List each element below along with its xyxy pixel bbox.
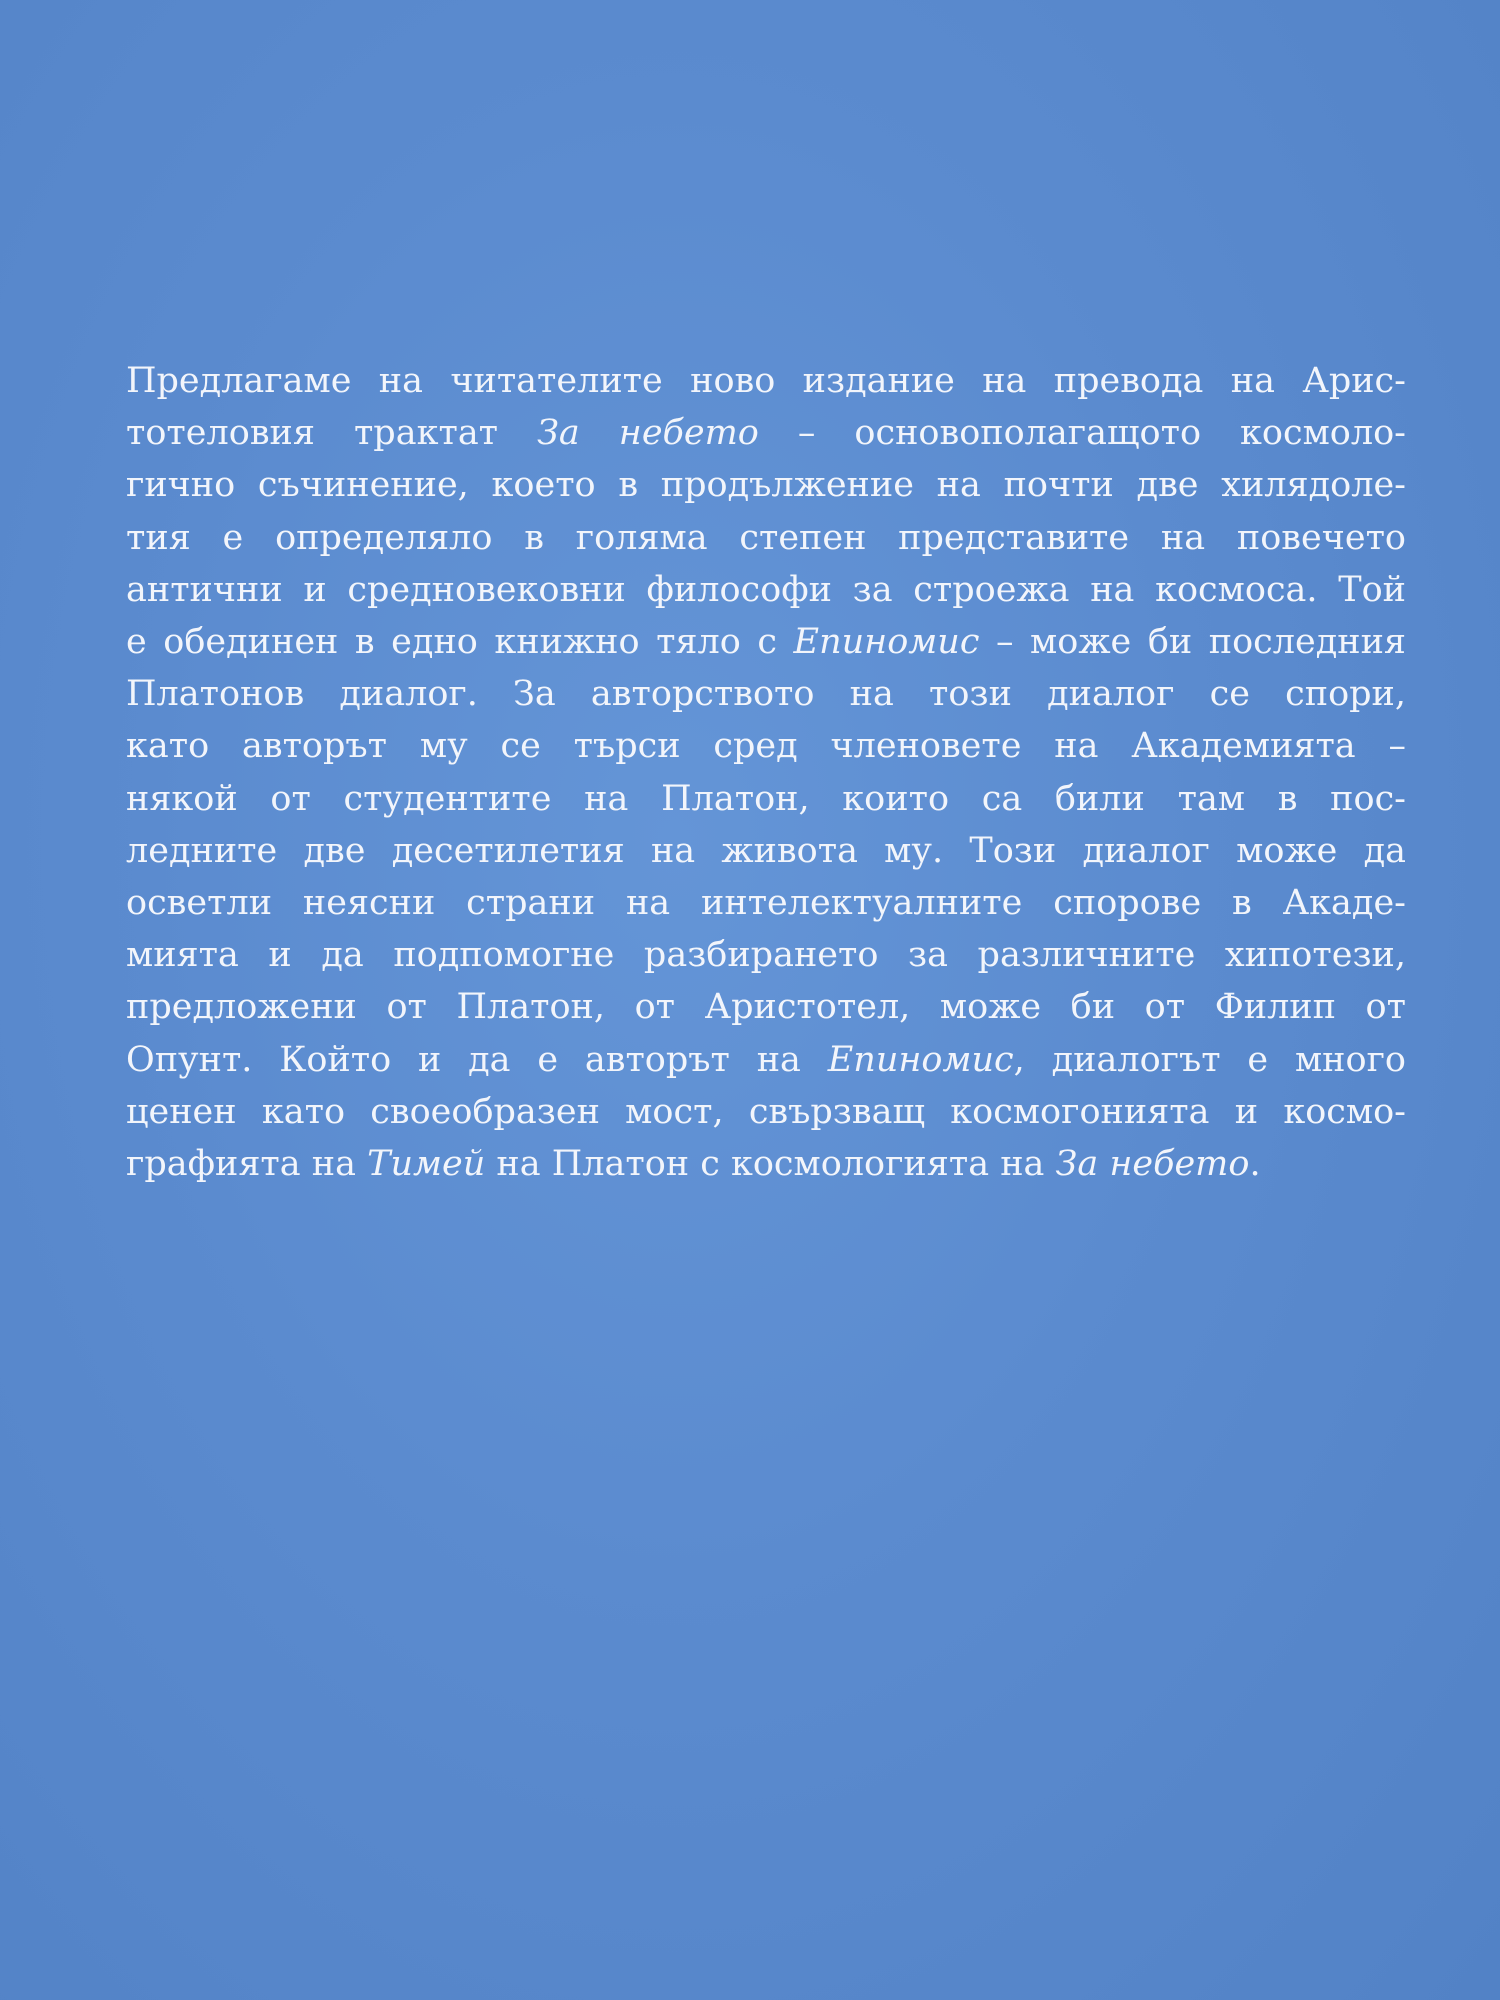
title-epinomis: Епиномис: [793, 622, 980, 663]
blurb-line: Платонов диалог. За авторството на този диалог се спори,: [126, 674, 1406, 715]
cover-blurb: [126, 355, 1406, 1190]
blurb-line: [126, 407, 1406, 459]
blurb-line: мията и да подпомогне разбирането за различните хипотези,: [126, 935, 1406, 976]
blurb-line: гично съчинение, което в продължение на почти две хилядоле-: [126, 465, 1406, 506]
blurb-line: тия е определяло в голяма степен представите на повечето: [126, 517, 1406, 558]
blurb-text: Опунт. Който и да е авторът на: [126, 1039, 828, 1080]
blurb-text: .: [1249, 1144, 1261, 1185]
title-za-nebeto: За небето: [1055, 1144, 1250, 1185]
title-za-nebeto: За небето: [537, 413, 759, 454]
blurb-text: на Платон с космологията на: [485, 1144, 1056, 1185]
blurb-line: осветли неясни страни на интелектуалните спорове в Акаде-: [126, 883, 1406, 924]
blurb-text: , диалогът е много: [1013, 1039, 1406, 1080]
blurb-line: антични и средновековни философи за строежа на космоса. Той: [126, 569, 1406, 610]
blurb-line: [126, 1034, 1406, 1086]
title-timaeus: Тимей: [367, 1144, 486, 1185]
blurb-line: някой от студентите на Платон, които са били там в пос-: [126, 778, 1406, 819]
blurb-line: като авторът му се търси сред членовете на Академията –: [126, 726, 1406, 767]
blurb-text: графията на: [126, 1144, 368, 1185]
blurb-text: – основополагащото космоло-: [758, 413, 1407, 454]
blurb-line: Предлагаме на читателите ново издание на превода на Арис-: [126, 361, 1406, 401]
blurb-line: ледните две десетилетия на живота му. Този диалог може да: [126, 830, 1406, 871]
title-epinomis: Епиномис: [827, 1039, 1014, 1080]
blurb-line: предложени от Платон, от Аристотел, може би от Филип от: [126, 987, 1406, 1028]
blurb-text: – може би последния: [979, 622, 1406, 663]
blurb-line: [126, 1138, 1406, 1190]
blurb-text: тотеловия трактат: [126, 413, 538, 454]
blurb-line: [126, 616, 1406, 668]
blurb-text: е обединен в едно книжно тяло с: [126, 622, 794, 663]
blurb-line: ценен като своеобразен мост, свързващ космогонията и космо-: [126, 1091, 1406, 1132]
